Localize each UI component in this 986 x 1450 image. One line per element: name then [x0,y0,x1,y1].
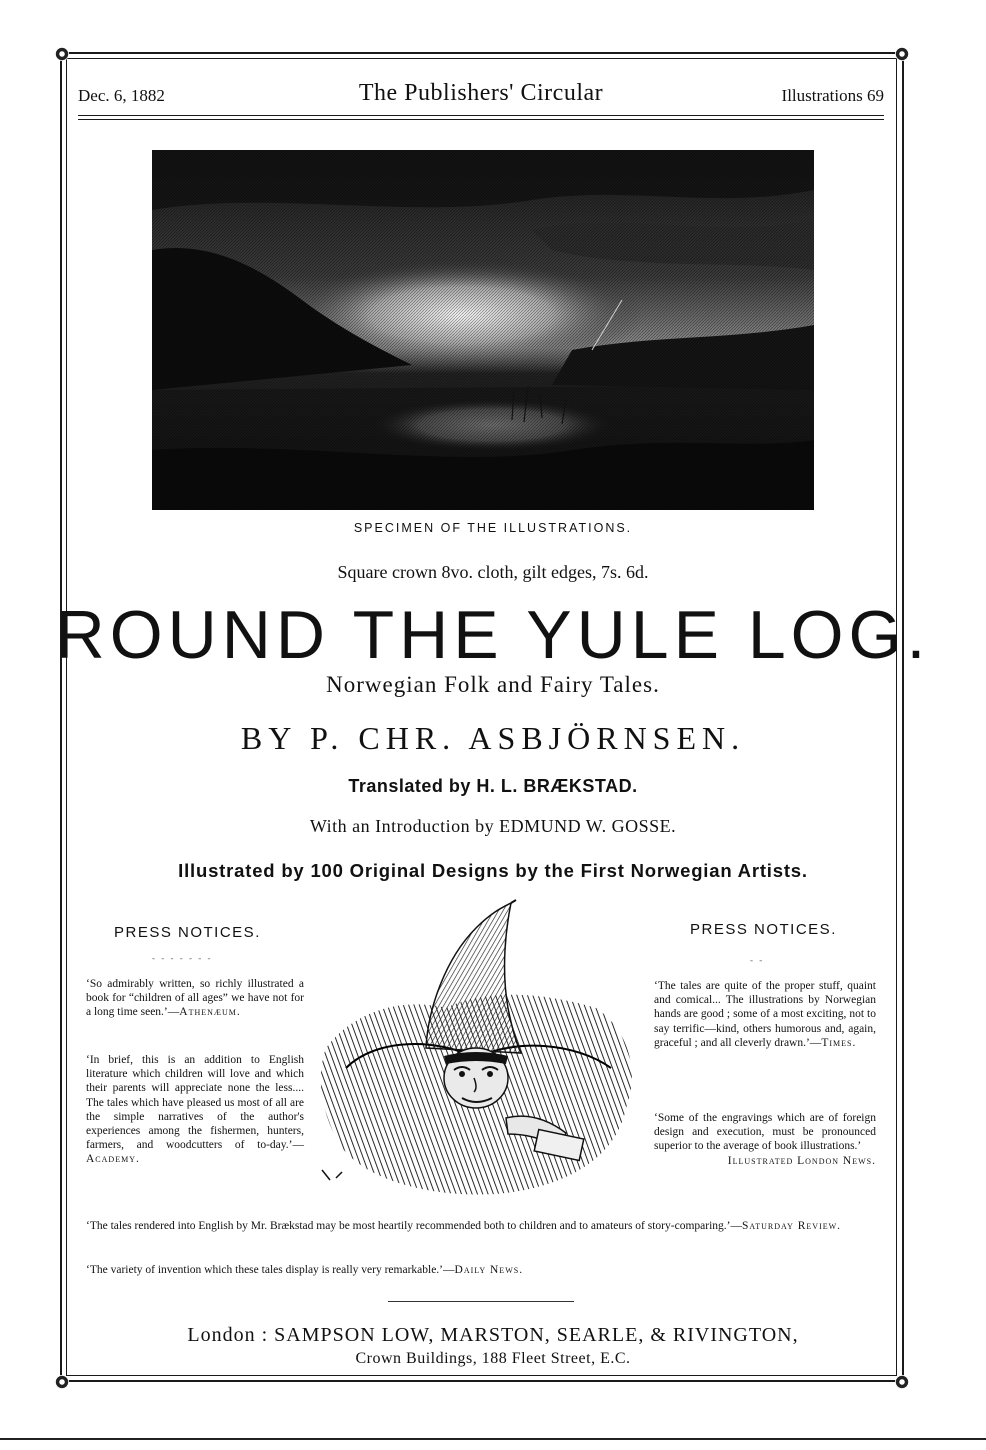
notice-source: Illustrated London News. [727,1154,876,1167]
running-header [78,80,884,110]
notice-source: Daily News. [454,1264,524,1276]
book-title: ROUND THE YULE LOG. [55,597,931,673]
publisher-imprint: London : SAMPSON LOW, MARSTON, SEARLE, & RIVINGTON, [187,1324,799,1346]
divider-rule [388,1301,574,1302]
press-notice [86,977,304,1020]
book-subtitle: Norwegian Folk and Fairy Tales. [326,672,660,697]
corner-ornament-icon [895,47,909,61]
press-notices-heading-left: PRESS NOTICES. [114,924,261,941]
notice-source: Academy. [86,1153,140,1166]
frame-left-inner-rule [66,58,67,1376]
press-notice [654,979,876,1050]
frame-right-inner-rule [896,58,897,1376]
notice-source: Athenæum. [179,1006,241,1019]
gnome-vignette-illustration [316,898,646,1200]
book-format-price: Square crown 8vo. cloth, gilt edges, 7s. 6d. [337,562,649,582]
divider-dots: - - [750,955,765,965]
frame-right-rule [902,52,904,1382]
notice-source: Times. [821,1036,857,1049]
frame-bottom-inner-rule [66,1375,897,1376]
book-author: BY P. CHR. ASBJÖRNSEN. [240,720,746,756]
header-rule [78,115,884,116]
notice-text: ‘In brief, this is an addition to English literature which children will love and which their parents will appreciate none the less.... The tales which have pleased us most of all are the simple narratives of the author's experiences among the fishermen, hunters, farmers, and woodcutters of to-day.’— [86,1054,304,1152]
frame-bottom-rule [60,1380,904,1382]
page-bottom-edge [0,1438,986,1440]
frame-top-rule [60,52,904,54]
specimen-illustration [152,150,814,510]
illustration-caption: SPECIMEN OF THE ILLUSTRATIONS. [353,521,633,535]
notice-source: Saturday Review. [741,1220,842,1232]
frame-top-inner-rule [60,58,904,59]
press-notice-wide [86,1219,876,1233]
header-rule [78,119,884,120]
notice-text: ‘The tales rendered into English by Mr. Brækstad may be most heartily recommended both to children and to amateurs of story-comparing.’— [86,1220,742,1232]
notice-text: ‘Some of the engravings which are of foreign design and execution, must be pronounced superior to the average of book illustrations.’ [654,1112,876,1153]
issue-date: Dec. 6, 1882 [78,86,165,105]
press-notices-heading-right: PRESS NOTICES. [690,921,837,938]
corner-ornament-icon [55,47,69,61]
notice-text: ‘So admirably written, so richly illustrated a book for “children of all ages” we have not for a long time seen.’— [86,978,304,1019]
book-translator: Translated by H. L. BRÆKSTAD. [348,776,638,796]
divider-dots: - - - - - - - [152,953,213,963]
press-notice-wide [86,1263,876,1277]
corner-ornament-icon [895,1375,909,1389]
notice-text: ‘The tales are quite of the proper stuff, quaint and comical... The illustrations by Norwegian hands are good ; some of a most exciting, not to say terrific—kind, others humorous and, again, graceful ; and all cleverly drawn.’— [654,980,876,1049]
notice-text: ‘The variety of invention which these tales display is really very remarkable.’— [86,1264,455,1276]
publisher-address: Crown Buildings, 188 Fleet Street, E.C. [355,1350,631,1367]
frame-left-rule [60,52,62,1382]
book-illustrations-note: Illustrated by 100 Original Designs by the First Norwegian Artists. [178,860,808,881]
press-notice [654,1111,876,1168]
journal-title: The Publishers' Circular [358,80,604,106]
book-introduction: With an Introduction by EDMUND W. GOSSE. [309,816,677,836]
page-label: Illustrations 69 [781,86,884,105]
corner-ornament-icon [55,1375,69,1389]
press-notice [86,1053,304,1167]
